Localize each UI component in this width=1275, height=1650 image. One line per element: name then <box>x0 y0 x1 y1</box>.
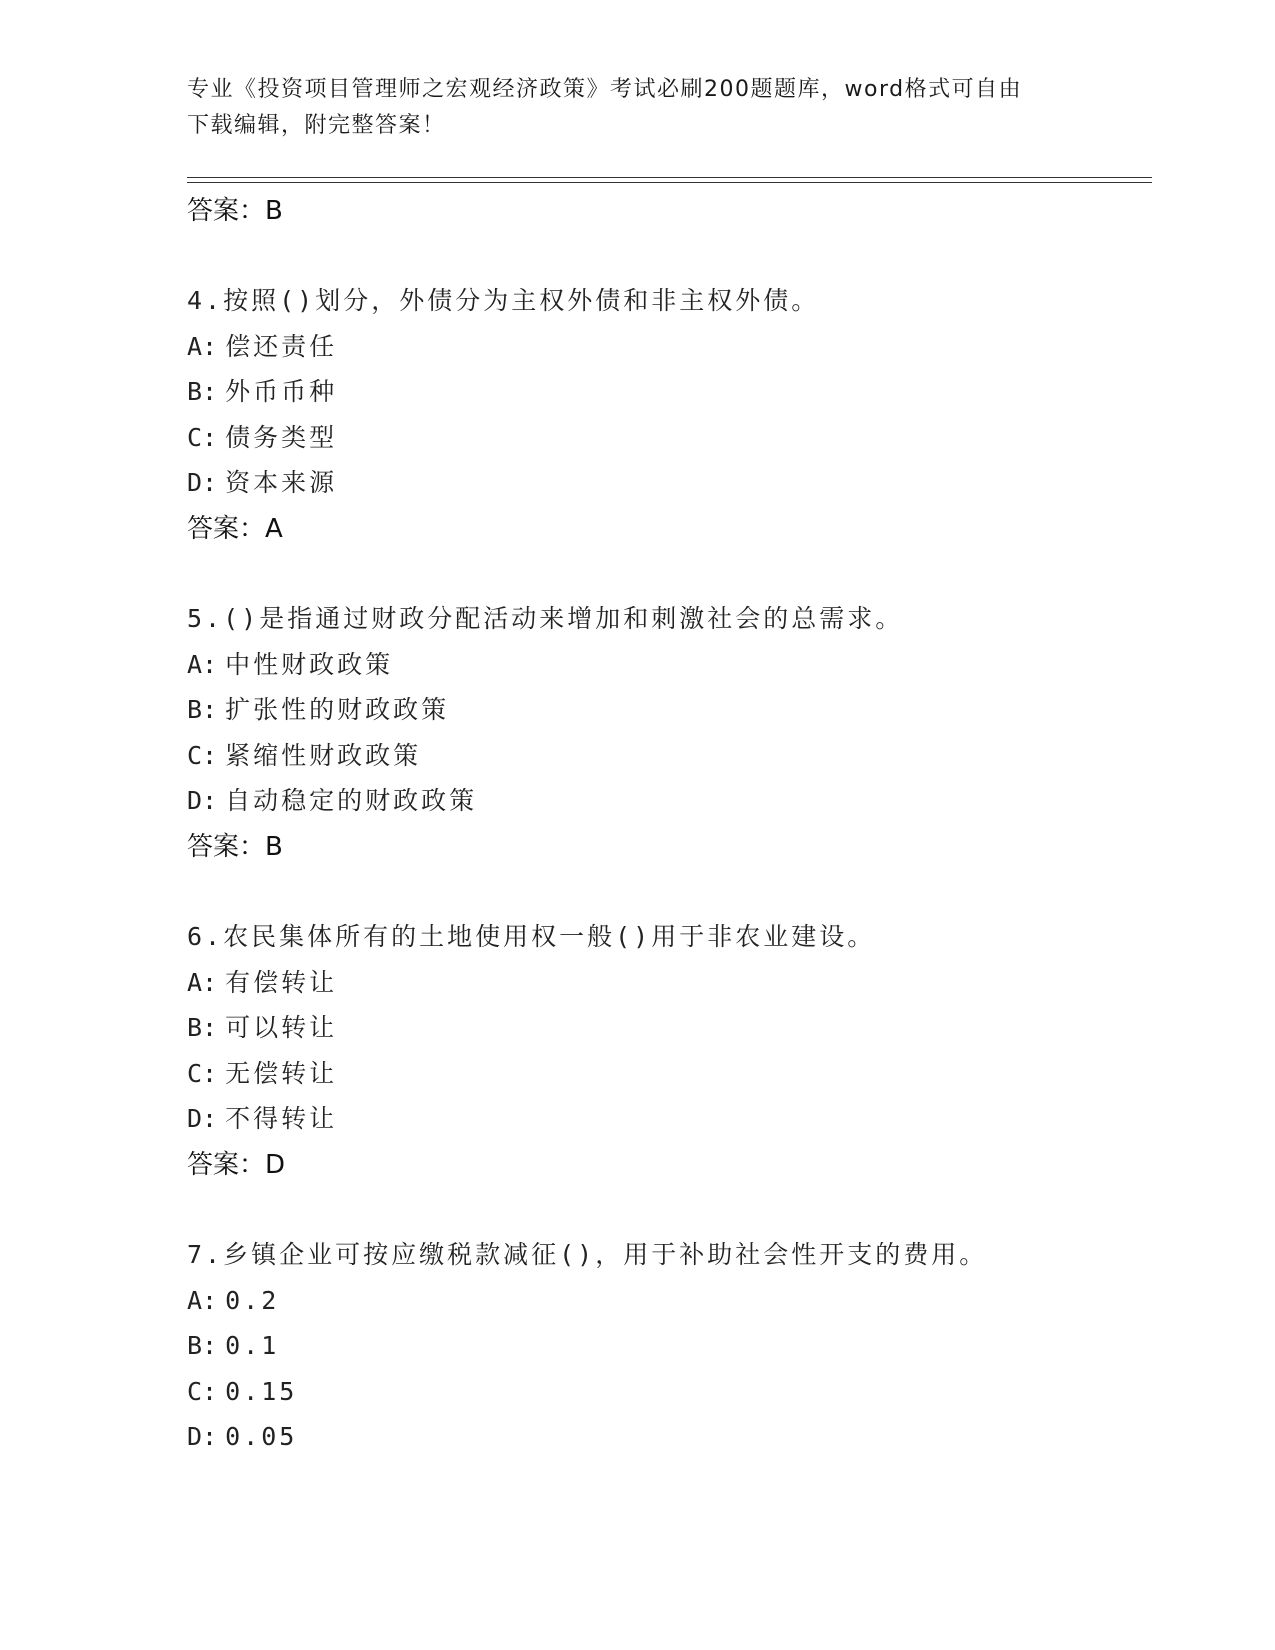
option-a <box>187 960 1147 1006</box>
option-text: 0.1 <box>225 1331 280 1361</box>
option-b <box>187 1005 1147 1051</box>
header-line-1: 专业《投资项目管理师之宏观经济政策》考试必刷200题题库，word格式可自由 <box>187 77 1023 102</box>
option-d <box>187 1414 1147 1460</box>
option-label: B: <box>187 695 218 725</box>
header-line-2: 下载编辑，附完整答案！ <box>187 113 446 138</box>
option-b <box>187 369 1147 415</box>
option-text: 0.15 <box>225 1376 298 1406</box>
option-text: 紧缩性财政政策 <box>225 740 422 770</box>
option-c <box>187 1051 1147 1097</box>
option-label: B: <box>187 377 218 407</box>
question-item <box>187 914 1147 1188</box>
option-text: 0.05 <box>225 1422 298 1452</box>
option-text: 债务类型 <box>225 422 338 452</box>
option-a <box>187 324 1147 370</box>
option-d <box>187 778 1147 824</box>
option-b <box>187 687 1147 733</box>
option-label: C: <box>187 422 218 452</box>
option-label: C: <box>187 740 218 770</box>
header-divider-line <box>187 177 1152 178</box>
option-c <box>187 733 1147 779</box>
option-label: D: <box>187 1104 218 1134</box>
document-header <box>187 72 1087 144</box>
option-text: 外币币种 <box>225 377 338 407</box>
answer-line: 答案：B <box>187 196 283 226</box>
option-text: 有偿转让 <box>225 967 338 997</box>
option-label: A: <box>187 967 218 997</box>
option-text: 可以转让 <box>225 1013 338 1043</box>
question-list <box>187 188 1147 1460</box>
option-c <box>187 1369 1147 1415</box>
option-c <box>187 415 1147 461</box>
question-item <box>187 596 1147 870</box>
answer-line: 答案：D <box>187 1149 286 1180</box>
question-item <box>187 1232 1147 1460</box>
question-stem: 5.()是指通过财政分配活动来增加和刺激社会的总需求。 <box>187 603 904 633</box>
option-label: D: <box>187 1422 218 1452</box>
option-label: A: <box>187 1285 218 1315</box>
option-text: 不得转让 <box>225 1104 338 1134</box>
question-stem: 6.农民集体所有的土地使用权一般()用于非农业建设。 <box>187 921 876 951</box>
option-label: B: <box>187 1331 218 1361</box>
option-label: D: <box>187 786 218 816</box>
option-text: 0.2 <box>225 1285 280 1315</box>
option-text: 偿还责任 <box>225 331 338 361</box>
option-d <box>187 1096 1147 1142</box>
option-label: D: <box>187 468 218 498</box>
option-text: 自动稳定的财政政策 <box>225 786 478 816</box>
option-label: C: <box>187 1058 218 1088</box>
option-text: 扩张性的财政政策 <box>225 695 450 725</box>
option-text: 无偿转让 <box>225 1058 338 1088</box>
answer-line: 答案：B <box>187 831 283 862</box>
option-label: C: <box>187 1376 218 1406</box>
option-label: A: <box>187 331 218 361</box>
option-d <box>187 460 1147 506</box>
option-label: A: <box>187 649 218 679</box>
option-a <box>187 642 1147 688</box>
header-divider-line-2 <box>187 182 1152 183</box>
question-stem: 4.按照()划分，外债分为主权外债和非主权外债。 <box>187 286 820 315</box>
question-stem: 7.乡镇企业可按应缴税款减征()，用于补助社会性开支的费用。 <box>187 1239 988 1269</box>
option-text: 中性财政政策 <box>225 649 394 679</box>
option-b <box>187 1323 1147 1369</box>
option-text: 资本来源 <box>225 468 338 498</box>
option-label: B: <box>187 1013 218 1043</box>
option-a <box>187 1278 1147 1324</box>
question-item <box>187 278 1147 552</box>
answer-line: 答案：A <box>187 513 283 544</box>
